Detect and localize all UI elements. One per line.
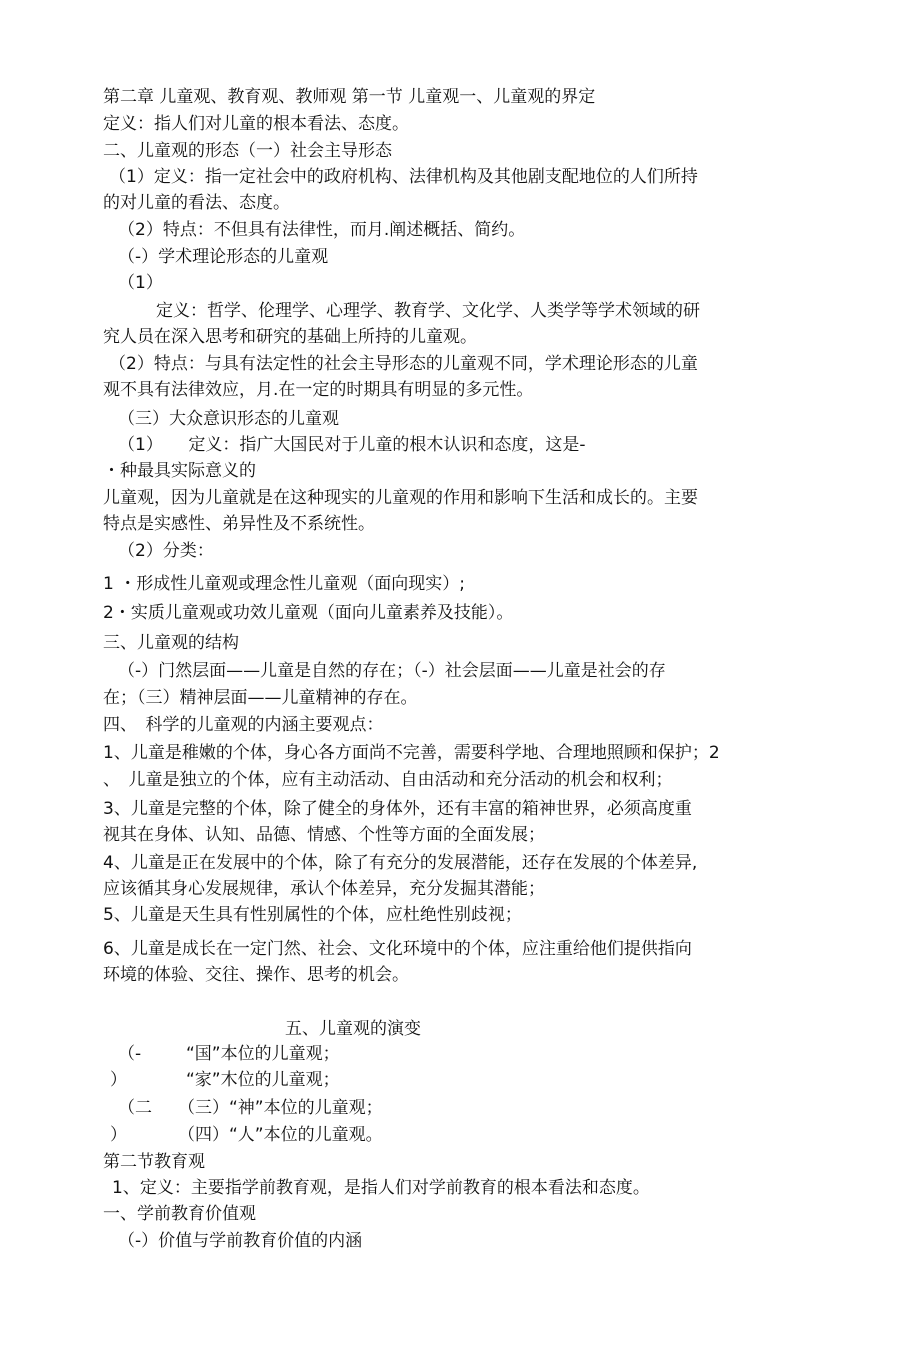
subsection-heading: （-）价值与学前教育价值的内涵: [118, 1231, 363, 1251]
text-line: （2）分类：: [118, 541, 214, 561]
chapter-heading: 第二章 儿童观、教育观、教师观 第一节 儿童观一、儿童观的界定: [103, 87, 596, 107]
section-heading: 四、 科学的儿童观的内涵主要观点：: [103, 715, 384, 735]
list-marker: ）: [110, 1070, 127, 1090]
list-item: 5、儿童是天生具有性别属性的个体，应杜绝性别歧视；: [103, 905, 522, 925]
text-line: （1）定义：指一定社会中的政府机构、法律机构及其他剧支配地位的人们所持: [109, 167, 698, 187]
text-line: 应该循其身心发展规律，承认个体差异，充分发掘其潜能；: [103, 879, 545, 899]
subsection-heading: （三）大众意识形态的儿童观: [118, 409, 339, 429]
text-line: 定义：指人们对儿童的根本看法、态度。: [103, 114, 409, 134]
section-heading: 第二节教育观: [103, 1152, 205, 1172]
text-line: ・种最具实际意义的: [103, 461, 256, 481]
text-line: 的对儿童的看法、态度。: [103, 193, 290, 213]
list-item: 、 儿童是独立的个体，应有主动活动、自由活动和充分活动的机会和权利；: [103, 770, 673, 790]
section-heading: 三、儿童观的结构: [103, 633, 239, 653]
section-heading: 五、儿童观的演变: [285, 1019, 421, 1039]
list-item: 2・实质儿童观或功效儿童观（面向儿童素养及技能）。: [103, 603, 514, 623]
text-line: 儿童观，因为儿童就是在这种现实的儿童观的作用和影响下生活和成长的。主要: [103, 488, 698, 508]
list-marker: （二: [118, 1098, 152, 1118]
text-line: 观不具有法律效应，月.在一定的时期具有明显的多元性。: [103, 380, 534, 400]
list-item: （三）“神”本位的儿童观；: [178, 1098, 383, 1118]
text-line: 视其在身体、认知、品德、情感、个性等方面的全面发展；: [103, 825, 545, 845]
text-line: （2）特点：与具有法定性的社会主导形态的儿童观不同，学术理论形态的儿童: [109, 354, 698, 374]
text-line: （-）门然层面——儿童是自然的存在；（-）社会层面——儿童是社会的存: [118, 661, 666, 681]
text-line: 环境的体验、交往、操作、思考的机会。: [103, 965, 409, 985]
text-line: 在；（三）精神层面——儿童精神的存在。: [103, 688, 418, 708]
list-item: 3、儿童是完整的个体，除了健全的身体外，还有丰富的箱神世界，必须高度重: [103, 799, 692, 819]
section-heading: 二、儿童观的形态（一）社会主导形态: [103, 141, 392, 161]
text-line: 究人员在深入思考和研究的基础上所持的儿童观。: [103, 327, 477, 347]
section-heading: 一、学前教育价值观: [103, 1204, 256, 1224]
text-line: 定义：哲学、伦理学、心理学、教育学、文化学、人类学等学术领域的研: [156, 301, 700, 321]
text-line: （2）特点：不但具有法律性，而月.阐述概括、简约。: [118, 220, 526, 240]
text-line: （1）: [118, 273, 163, 293]
list-item: （四）“人”本位的儿童观。: [178, 1125, 383, 1145]
text-line: 特点是实感性、弟异性及不系统性。: [103, 514, 375, 534]
list-marker: （-: [118, 1044, 142, 1064]
list-item: “家”木位的儿童观；: [186, 1070, 340, 1090]
subsection-heading: （-）学术理论形态的儿童观: [118, 247, 329, 267]
list-item: “国”本位的儿童观；: [186, 1044, 340, 1064]
list-item: 6、儿童是成长在一定门然、社会、文化环境中的个体，应注重给他们提供指向: [103, 939, 692, 959]
text-line: （1） 定义：指广大国民对于儿童的根木认识和态度，这是-: [118, 435, 586, 455]
list-marker: ）: [110, 1125, 127, 1145]
list-item: 4、儿童是正在发展中的个体，除了有充分的发展潜能，还存在发展的个体差异,: [103, 853, 698, 873]
text-line: 1、定义：主要指学前教育观，是指人们对学前教育的根本看法和态度。: [112, 1178, 650, 1198]
list-item: 1 ・形成性儿童观或理念性儿童观（面向现实）;: [103, 574, 465, 594]
list-item: 1、儿童是稚嫩的个体，身心各方面尚不完善，需要科学地、合理地照顾和保护；2: [103, 743, 720, 763]
